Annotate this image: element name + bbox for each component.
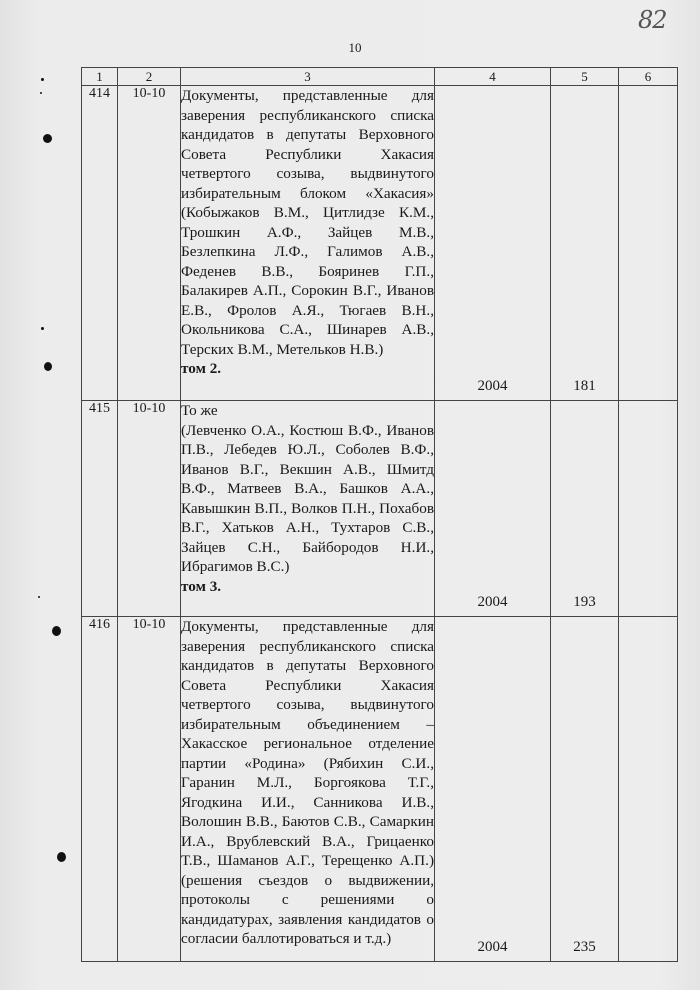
item-code: 10-10 xyxy=(118,86,181,401)
item-sheets: 181 xyxy=(551,86,619,401)
item-sheets: 235 xyxy=(551,617,619,962)
item-description: Документы, представленные для заверения республиканского списка кандидатов в депутаты Верховного Совета Республики Хакасия четвертого созыва, выдвинутого избирательным объединением – Хакасское региональное отделение партии «Родина» (Рябихин С.И., Гаранин М.Л., Боргоякова Т.Г., Ягодкина И.И., Санникова И.В., Волошин В.В., Баютов С.В., Самаркин И.А., Врублевский В.А., Грицаенко Т.В., Шаманов А.Г., Терещенко А.П.) (решения съездов о выдвижении, протоколы с решениями о кандидатурах, заявления кандидатов о согласии баллотироваться и т.д.) xyxy=(181,618,434,947)
item-number: 415 xyxy=(82,401,118,617)
column-number-row xyxy=(82,68,678,86)
binder-hole xyxy=(57,852,66,862)
scan-speck xyxy=(38,596,40,598)
item-note xyxy=(619,401,678,617)
item-description: То же (Левченко О.А., Костюш В.Ф., Иванов П.В., Лебедев Ю.Л., Соболев В.Ф., Иванов В.Г., Векшин А.В., Шмитд В.Ф., Матвеев В.А., Башков А.А., Кавышкин В.П., Волков П.Н., Похабов В.Г., Хатьков А.Н., Тухтаров С.В., Зайцев С.Н., Байбородов Н.И., Ибрагимов В.С.) xyxy=(181,402,434,575)
item-code: 10-10 xyxy=(118,401,181,617)
binder-hole xyxy=(52,626,61,636)
item-description-cell xyxy=(181,401,435,617)
item-note xyxy=(619,86,678,401)
column-header: 6 xyxy=(619,68,678,86)
binder-hole xyxy=(44,362,52,371)
column-header: 3 xyxy=(181,68,435,86)
item-description-cell xyxy=(181,86,435,401)
item-year: 2004 xyxy=(435,617,551,962)
item-code: 10-10 xyxy=(118,617,181,962)
item-sheets: 193 xyxy=(551,401,619,617)
item-volume: том 3. xyxy=(181,577,222,595)
table-row xyxy=(82,617,678,962)
item-year: 2004 xyxy=(435,401,551,617)
handwritten-folio-number: 82 xyxy=(638,6,667,34)
column-header: 4 xyxy=(435,68,551,86)
item-number: 414 xyxy=(82,86,118,401)
column-header: 1 xyxy=(82,68,118,86)
column-header: 5 xyxy=(551,68,619,86)
item-number: 416 xyxy=(82,617,118,962)
page-number: 10 xyxy=(348,40,362,55)
table-row xyxy=(82,401,678,617)
inventory-table xyxy=(81,67,678,962)
scan-speck xyxy=(41,327,44,330)
item-note xyxy=(619,617,678,962)
scan-speck xyxy=(41,78,44,81)
item-description: Документы, представленные для заверения республиканского списка кандидатов в депутаты Верховного Совета Республики Хакасия четвертого созыва, выдвинутого избирательным блоком «Хакасия» (Кобыжаков В.М., Цитлидзе К.М., Трошкин А.Ф., Зайцев М.В., Безлепкина Л.Ф., Галимов А.В., Феденев В.В., Бояринев Г.П., Балакирев А.П., Сорокин В.Г., Иванов Е.В., Фролов А.Я., Тюгаев В.Н., Окольникова С.А., Шинарев А.В., Терских В.М., Метельков Н.В.) xyxy=(181,87,434,358)
item-description-cell xyxy=(181,617,435,962)
binder-hole xyxy=(43,134,52,143)
column-header: 2 xyxy=(118,68,181,86)
item-volume: том 2. xyxy=(181,360,222,377)
item-year: 2004 xyxy=(435,86,551,401)
table-row xyxy=(82,86,678,401)
scan-speck xyxy=(40,92,42,94)
